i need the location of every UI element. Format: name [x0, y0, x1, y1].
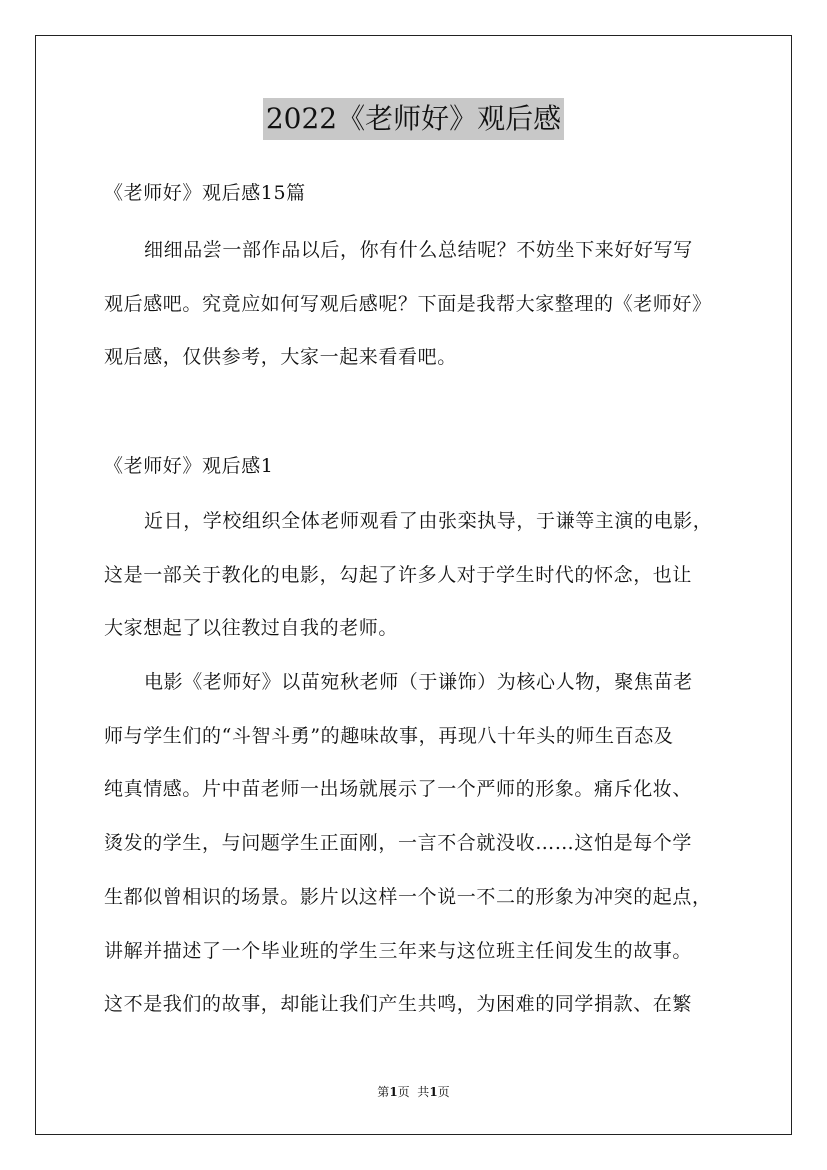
footer-page-number: 1 — [389, 1085, 398, 1099]
footer-mid: 页 共 — [397, 1085, 430, 1099]
title-container — [0, 98, 827, 140]
paragraph2-line: 纯真情感。片中苗老师一出场就展示了一个严师的形象。痛斥化妆、 — [104, 778, 693, 800]
intro-line: 观后感，仅供参考，大家一起来看看吧。 — [104, 346, 457, 368]
footer-prefix: 第 — [377, 1085, 390, 1099]
paragraph1-line: 这是一部关于教化的电影，勾起了许多人对于学生时代的怀念，也让 — [104, 564, 693, 586]
footer-page-total: 1 — [429, 1085, 438, 1099]
intro-line: 观后感吧。究竟应如何写观后感呢？下面是我帮大家整理的《老师好》 — [104, 293, 712, 315]
intro-line: 细细品尝一部作品以后，你有什么总结呢？不妨坐下来好好写写 — [144, 239, 693, 261]
paragraph1-line: 近日，学校组织全体老师观看了由张栾执导，于谦等主演的电影， — [144, 510, 713, 532]
paragraph2-line: 电影《老师好》以苗宛秋老师（于谦饰）为核心人物，聚焦苗老 — [144, 671, 693, 693]
footer-suffix: 页 — [437, 1085, 450, 1099]
document-title: 2022《老师好》观后感 — [263, 98, 564, 140]
page-footer — [0, 1084, 827, 1100]
paragraph1-line: 大家想起了以往教过自我的老师。 — [104, 617, 399, 639]
paragraph2-line: 讲解并描述了一个毕业班的学生三年来与这位班主任间发生的故事。 — [104, 940, 693, 962]
paragraph2-line: 烫发的学生，与问题学生正面刚，一言不合就没收……这怕是每个学 — [104, 832, 693, 854]
paragraph2-line: 这不是我们的故事，却能让我们产生共鸣，为困难的同学捐款、在繁 — [104, 993, 693, 1015]
section-heading: 《老师好》观后感1 — [104, 455, 274, 477]
paragraph2-line: 师与学生们的“斗智斗勇”的趣味故事，再现八十年头的师生百态及 — [104, 725, 674, 747]
paragraph2-line: 生都似曾相识的场景。影片以这样一个说一不二的形象为冲突的起点， — [104, 886, 712, 908]
document-subtitle: 《老师好》观后感15篇 — [104, 182, 306, 204]
